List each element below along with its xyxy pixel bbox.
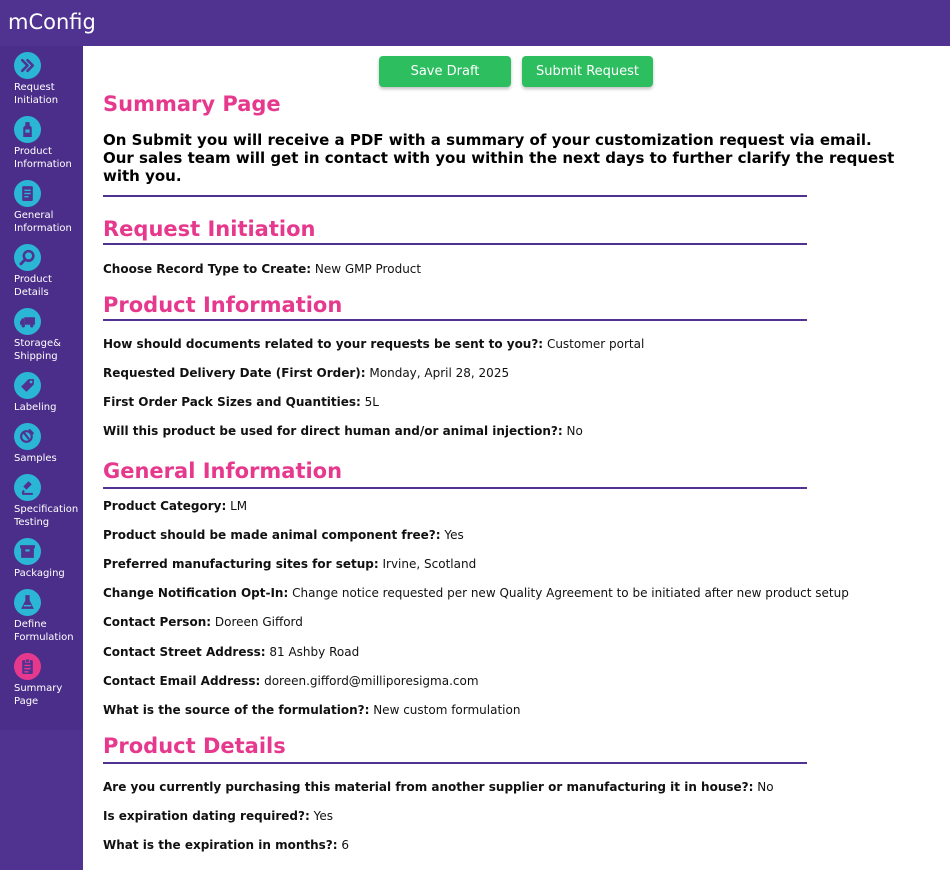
summary-field [103, 498, 943, 514]
field-label: Is expiration dating required?: [103, 809, 310, 823]
field-label: Contact Person: [103, 615, 212, 629]
sidebar-item-label: Samples [14, 453, 57, 464]
sidebar-item-label: Product Information [14, 146, 72, 170]
divider [103, 762, 807, 764]
field-label: What is the source of the formulation?: [103, 703, 370, 717]
field-value: Monday, April 28, 2025 [369, 366, 510, 380]
magnifier-icon [14, 244, 41, 271]
summary-field [103, 644, 943, 660]
summary-field [103, 702, 943, 718]
sidebar-item-packaging[interactable] [0, 538, 83, 582]
summary-field [103, 261, 943, 277]
flask-icon [14, 474, 41, 501]
summary-field [103, 556, 943, 572]
field-label: Are you currently purchasing this material from another supplier or manufacturing it in house?: [103, 780, 754, 794]
field-value: 6 [341, 838, 350, 852]
field-label: What is the expiration in months?: [103, 838, 338, 852]
sidebar-item-define-formulation[interactable] [0, 589, 83, 645]
summary-field [103, 394, 943, 410]
field-label: Will this product be used for direct human and/or animal injection?: [103, 424, 563, 438]
field-value: Irvine, Scotland [382, 557, 477, 571]
summary-field [103, 423, 943, 439]
sidebar-nav [0, 46, 83, 730]
sidebar-item-label: Request Initiation [14, 82, 59, 106]
save-draft-button[interactable]: Save Draft [379, 56, 511, 87]
document-icon [14, 180, 41, 207]
summary-field [103, 837, 943, 853]
field-label: Product should be made animal component free?: [103, 528, 441, 542]
field-label: Product Category: [103, 499, 227, 513]
sidebar-item-label: Define Formulation [14, 619, 74, 643]
bottle-icon [14, 116, 41, 143]
sidebar-item-label: Summary Page [14, 683, 63, 707]
sidebar-item-storage-shipping[interactable] [0, 308, 83, 364]
tag-icon [14, 372, 41, 399]
sidebar-item-label: Packaging [14, 568, 65, 579]
summary-field [103, 527, 943, 543]
sidebar-item-general-information[interactable] [0, 180, 83, 236]
field-label: Preferred manufacturing sites for setup: [103, 557, 379, 571]
field-value: No [757, 780, 774, 794]
field-value: New custom formulation [373, 703, 521, 717]
field-label: Change Notification Opt-In: [103, 586, 289, 600]
sidebar-item-label: General Information [14, 210, 72, 234]
microscope-icon [14, 423, 41, 450]
sidebar-item-summary-page[interactable] [0, 653, 83, 709]
field-value: Yes [444, 528, 464, 542]
field-label: First Order Pack Sizes and Quantities: [103, 395, 361, 409]
clipboard-icon [14, 653, 41, 680]
sidebar-item-label: Labeling [14, 402, 57, 413]
summary-field [103, 779, 943, 795]
main-content [83, 46, 950, 870]
section-title-product-information: Product Information [103, 293, 343, 317]
field-value: Yes [313, 809, 333, 823]
summary-field [103, 808, 943, 824]
field-value: doreen.gifford@milliporesigma.com [264, 674, 479, 688]
field-label: Contact Street Address: [103, 645, 266, 659]
page-title: Summary Page [103, 92, 281, 116]
divider [103, 487, 807, 489]
field-value: Change notice requested per new Quality Agreement to be initiated after new product setup [292, 586, 849, 600]
divider [103, 195, 807, 197]
field-label: Choose Record Type to Create: [103, 262, 312, 276]
field-value: No [566, 424, 583, 438]
sidebar-item-labeling[interactable] [0, 372, 83, 416]
field-label: How should documents related to your requests be sent to you?: [103, 337, 544, 351]
box-icon [14, 538, 41, 565]
sidebar-item-label: Product Details [14, 274, 52, 298]
sidebar-item-label: Specification Testing [14, 504, 79, 528]
section-title-general-information: General Information [103, 459, 343, 483]
submit-request-button[interactable]: Submit Request [522, 56, 653, 87]
truck-icon [14, 308, 41, 335]
top-bar [0, 0, 950, 46]
field-value: New GMP Product [314, 262, 422, 276]
sidebar-item-label: Storage& Shipping [14, 338, 61, 362]
field-value: Doreen Gifford [214, 615, 303, 629]
field-label: Contact Email Address: [103, 674, 261, 688]
intro-text: On Submit you will receive a PDF with a summary of your customization request via email. Our sales team will get in contact with you within the next days to further clarify the request with you. [103, 131, 895, 185]
erlenmeyer-icon [14, 589, 41, 616]
field-value: LM [230, 499, 248, 513]
field-value: 5L [364, 395, 379, 409]
section-title-product-details: Product Details [103, 734, 286, 758]
summary-field [103, 336, 943, 352]
sidebar-item-product-details[interactable] [0, 244, 83, 300]
app-title: mConfig [8, 10, 96, 34]
sidebar-item-samples[interactable] [0, 423, 83, 467]
section-title-request-initiation: Request Initiation [103, 217, 316, 241]
summary-field [103, 585, 943, 601]
summary-field [103, 673, 943, 689]
sidebar-item-product-information[interactable] [0, 116, 83, 172]
double-chevron-icon [14, 52, 41, 79]
field-value: Customer portal [546, 337, 645, 351]
field-label: Requested Delivery Date (First Order): [103, 366, 366, 380]
field-value: 81 Ashby Road [269, 645, 360, 659]
sidebar-item-specification-testing[interactable] [0, 474, 83, 530]
summary-field [103, 365, 943, 381]
divider [103, 319, 807, 321]
sidebar-item-request-initiation[interactable] [0, 52, 83, 108]
summary-field [103, 614, 943, 630]
divider [103, 243, 807, 245]
